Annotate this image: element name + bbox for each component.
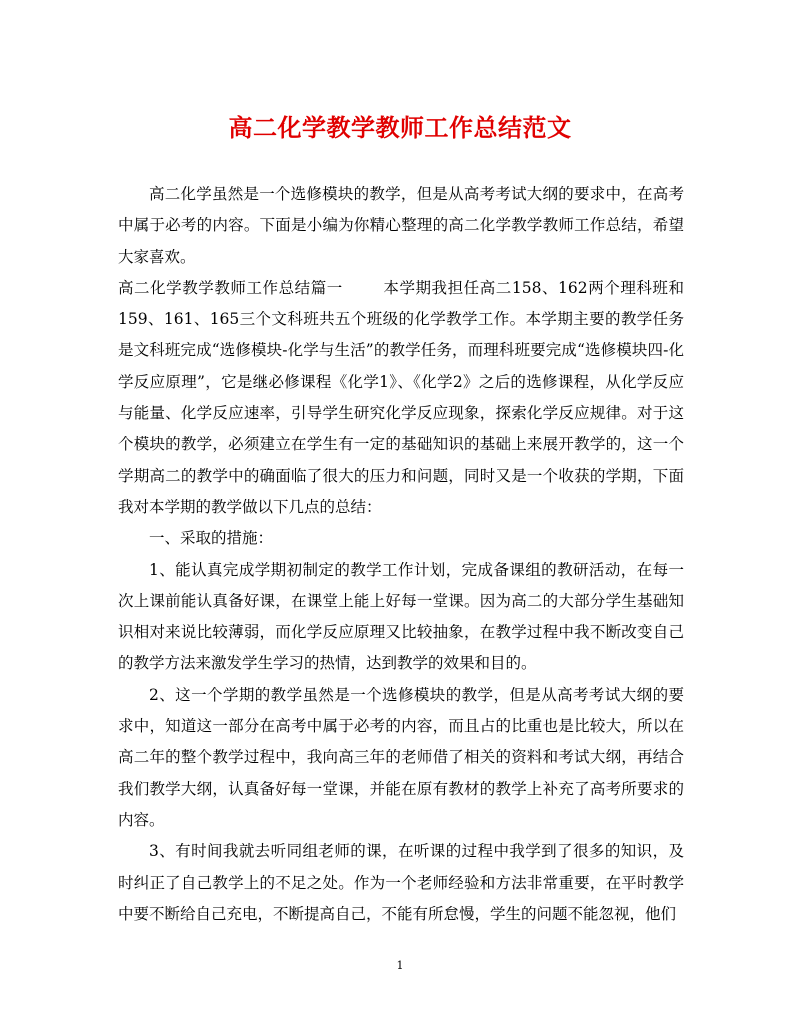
section-paragraph [118, 273, 684, 523]
section-heading: 高二化学教学教师工作总结篇一 [118, 278, 343, 297]
page-number: 1 [396, 959, 404, 972]
intro-paragraph: 高二化学虽然是一个选修模块的教学，但是从高考考试大纲的要求中，在高考中属于必考的内容。下面是小编为你精心整理的高二化学教学教师工作总结，希望大家喜欢。 [118, 185, 684, 266]
measures-subheading: 一、采取的措施： [149, 529, 274, 548]
document-title: 高二化学教学教师工作总结范文 [228, 113, 572, 142]
point-paragraph-3: 3、有时间我就去听同组老师的课，在听课的过程中我学到了很多的知识，及时纠正了自己教学上的不足之处。作为一个老师经验和方法非常重要，在平时教学中要不断给自己充电，不断提高自己，不能有所怠慢，学生的问题不能忽视，他们 [118, 842, 684, 923]
point-paragraph-1: 1、能认真完成学期初制定的教学工作计划，完成备课组的教研活动，在每一次上课前能认真备好课，在课堂上能上好每一堂课。因为高二的大部分学生基础知识相对来说比较薄弱，而化学反应原理又比较抽象，在教学过程中我不断改变自己的教学方法来激发学生学习的热情，达到教学的效果和目的。 [118, 560, 684, 673]
document-body [118, 179, 684, 930]
point-paragraph-2: 2、这一个学期的教学虽然是一个选修模块的教学，但是从高考考试大纲的要求中，知道这一部分在高考中属于必考的内容，而且占的比重也是比较大，所以在高二年的整个教学过程中，我向高三年的老师借了相关的资料和考试大纲，再结合我们教学大纲，认真备好每一堂课，并能在原有教材的教学上补充了高考所要求的内容。 [118, 685, 684, 829]
section-intro-text: 本学期我担任高二158、162两个理科班和159、161、165三个文科班共五个班级的化学教学工作。本学期主要的教学任务是文科班完成“选修模块-化学与生活”的教学任务，而理科班要完成“选修模块四-化学反应原理”，它是继必修课程《化学1》、《化学2》之后的选修课程，从化学反应与能量、化学反应速率，引导学生研究化学反应现象，探索化学反应规律。对于这个模块的教学，必须建立在学生有一定的基础知识的基础上来展开教学的，这一个学期高二的教学中的确面临了很大的压力和问题，同时又是一个收获的学期，下面我对本学期的教学做以下几点的总结： [118, 278, 684, 516]
